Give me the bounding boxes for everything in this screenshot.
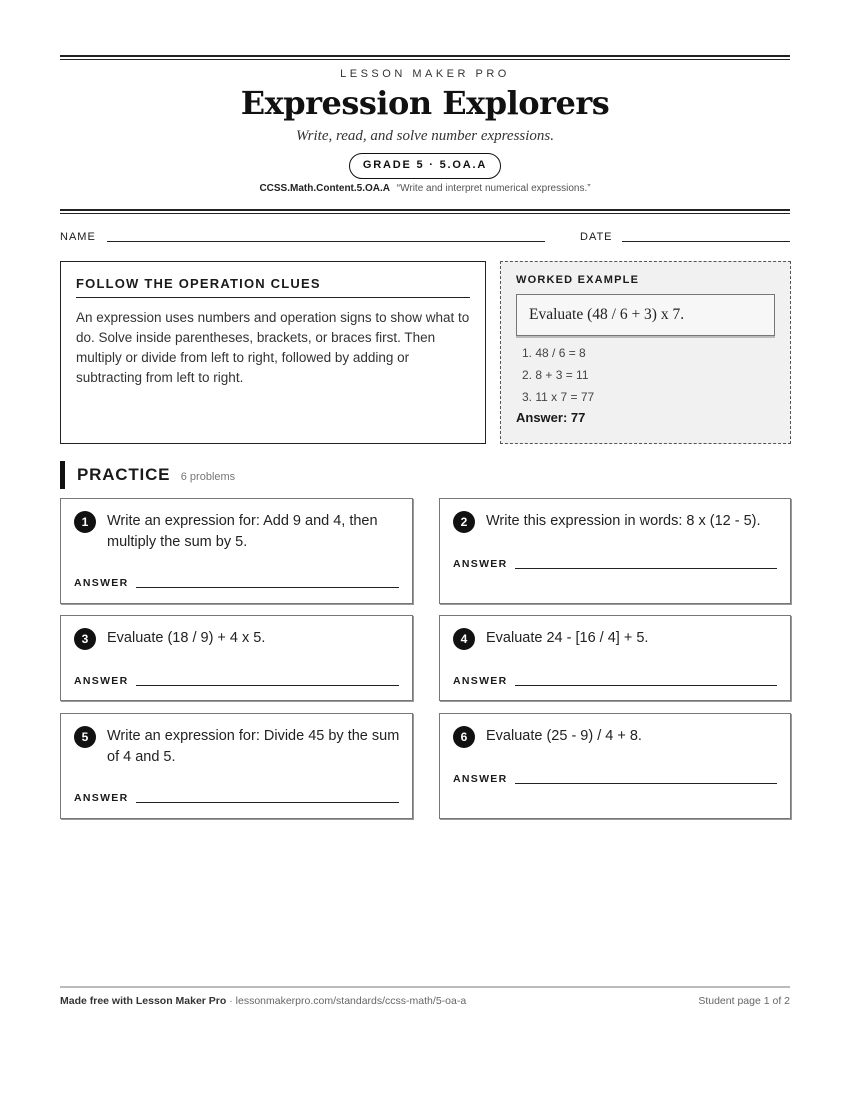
answer-field[interactable] — [515, 783, 777, 784]
brand-name: LESSON MAKER PRO — [340, 68, 510, 80]
answer-field[interactable] — [136, 587, 399, 588]
answer-label: ANSWER — [453, 675, 508, 687]
answer-row — [74, 675, 399, 689]
problem-card-3 — [60, 615, 413, 701]
answer-label: ANSWER — [74, 675, 129, 687]
answer-field[interactable] — [515, 685, 777, 686]
problem-text: Evaluate 24 - [16 / 4] + 5. — [486, 630, 649, 646]
answer-row — [453, 773, 777, 787]
top-divider — [60, 55, 790, 57]
answer-label: ANSWER — [74, 792, 129, 804]
worked-example-step: 3. 11 x 7 = 77 — [522, 390, 595, 404]
date-field[interactable] — [622, 241, 790, 242]
problem-card-4 — [439, 615, 791, 701]
standard-code: CCSS.Math.Content.5.OA.A — [259, 183, 390, 194]
problem-text: Evaluate (25 - 9) / 4 + 8. — [486, 728, 642, 744]
worked-example-steps — [516, 342, 775, 408]
worked-example-step: 1. 48 / 6 = 8 — [522, 346, 586, 360]
grade-badge: GRADE 5 · 5.OA.A — [349, 153, 501, 179]
page-subtitle: Write, read, and solve number expressions. — [295, 128, 555, 144]
footer-maker: Made free with Lesson Maker Pro — [60, 995, 227, 1007]
problem-text: Evaluate (18 / 9) + 4 x 5. — [107, 630, 266, 646]
page-title: Expression Explorers — [240, 84, 610, 122]
standard-line — [0, 183, 850, 194]
problem-card-5 — [60, 713, 413, 819]
header-divider — [60, 209, 790, 211]
answer-row — [453, 558, 777, 572]
problem-number-badge: 5 — [74, 726, 96, 748]
answer-row — [453, 675, 777, 689]
practice-count: 6 problems — [180, 471, 236, 483]
problem-number-badge: 2 — [453, 511, 475, 533]
worked-example-answer: Answer: 77 — [516, 410, 586, 425]
problem-text: Write an expression for: Divide 45 by the sum of 4 and 5. — [107, 728, 400, 765]
worked-example-box — [500, 261, 791, 444]
operation-clues-box — [60, 261, 486, 444]
problem-card-6 — [439, 713, 791, 819]
worked-example-step: 2. 8 + 3 = 11 — [522, 368, 589, 382]
problem-card-2 — [439, 498, 791, 604]
clues-text: An expression uses numbers and operation signs to show what to do. Solve inside parentheses, brackets, or braces first. Then multiply or divide from left to right, followed by adding or subtracting from left to right. — [76, 310, 470, 385]
answer-label: ANSWER — [453, 558, 508, 570]
footer — [60, 995, 790, 1007]
answer-row — [74, 792, 399, 806]
footer-page-number: Student page 1 of 2 — [698, 995, 790, 1007]
problem-text: Write this expression in words: 8 x (12 - 5). — [486, 513, 761, 529]
footer-divider — [60, 986, 790, 988]
standard-quote: “Write and interpret numerical expressions.” — [396, 183, 591, 194]
worked-example-title: WORKED EXAMPLE — [516, 274, 640, 286]
answer-field[interactable] — [515, 568, 777, 569]
footer-separator: · — [226, 995, 236, 1007]
problem-number-badge: 6 — [453, 726, 475, 748]
answer-label: ANSWER — [74, 577, 129, 589]
answer-field[interactable] — [136, 802, 399, 803]
problem-number-badge: 4 — [453, 628, 475, 650]
problem-number-badge: 3 — [74, 628, 96, 650]
problem-card-1 — [60, 498, 413, 604]
clues-title: FOLLOW THE OPERATION CLUES — [76, 276, 470, 298]
answer-row — [74, 577, 399, 591]
problem-number-badge: 1 — [74, 511, 96, 533]
name-label: NAME — [60, 231, 96, 243]
name-field[interactable] — [107, 241, 545, 242]
footer-url[interactable]: lessonmakerpro.com/standards/ccss-math/5-oa-a — [235, 995, 467, 1007]
problem-text: Write an expression for: Add 9 and 4, then multiply the sum by 5. — [107, 513, 378, 550]
answer-field[interactable] — [136, 685, 399, 686]
student-info-row — [60, 230, 790, 246]
answer-label: ANSWER — [453, 773, 508, 785]
date-label: DATE — [580, 231, 613, 243]
practice-heading — [60, 461, 235, 489]
worked-example-expression: Evaluate (48 / 6 + 3) x 7. — [516, 294, 775, 336]
practice-title: PRACTICE — [77, 465, 171, 484]
